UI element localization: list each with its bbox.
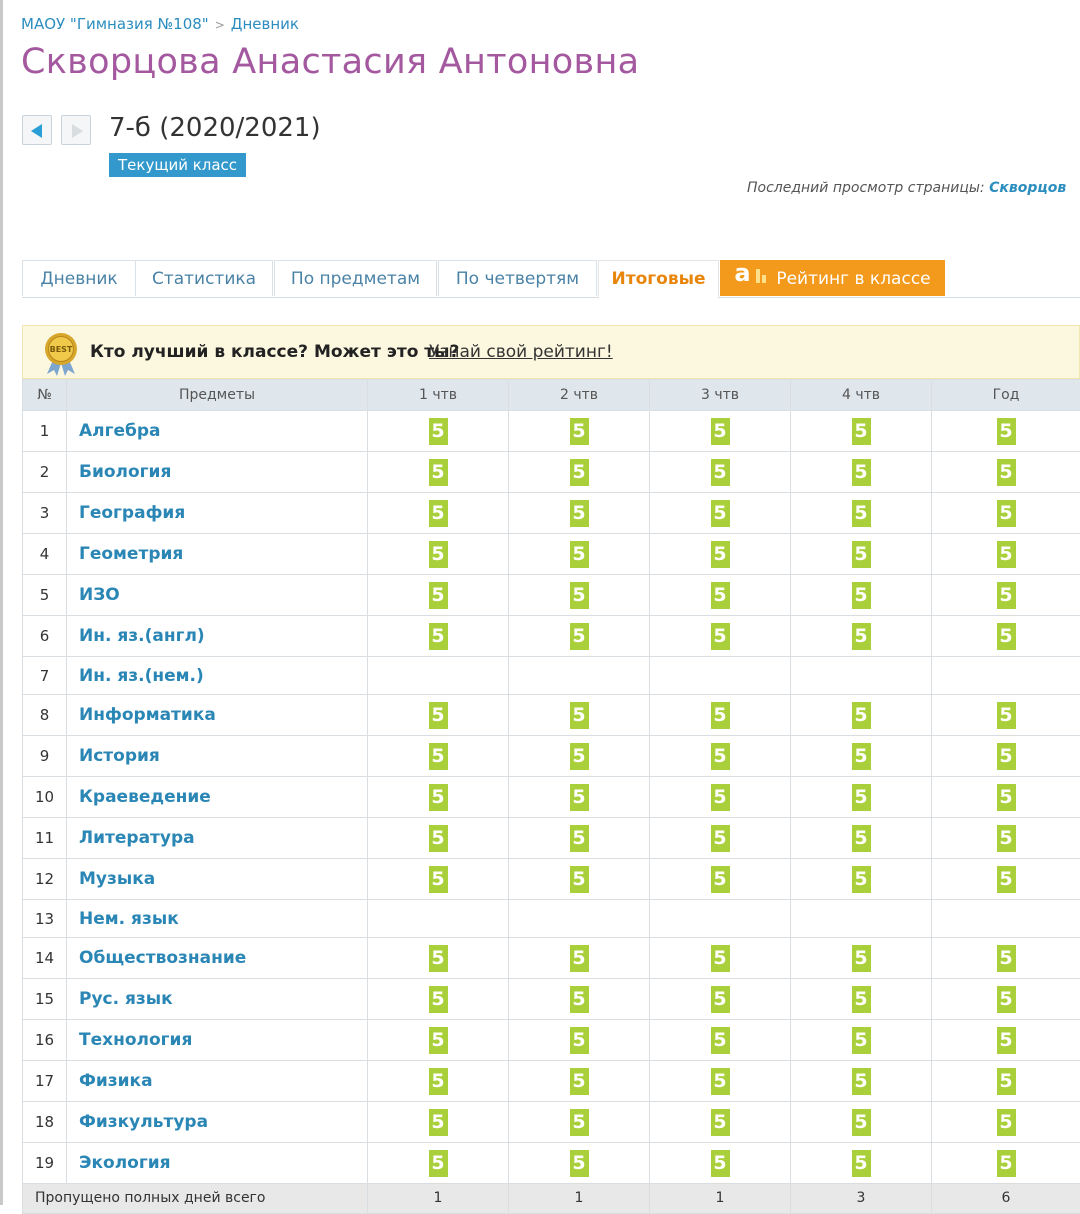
row-number: 6 [23,616,67,657]
grade-cell [368,938,509,979]
tab-by-subjects[interactable]: По предметам [274,260,437,296]
grade-cell [791,818,932,859]
grade-row [23,616,1080,657]
subject-link[interactable]: Алгебра [67,411,368,452]
grade-mark[interactable]: 5 [852,1109,871,1136]
grade-cell [509,1020,650,1061]
grade-mark[interactable]: 5 [429,825,448,852]
grade-cell [932,900,1080,938]
class-name: 7-б (2020/2021) [109,113,321,143]
row-number: 3 [23,493,67,534]
grade-mark[interactable]: 5 [997,1068,1016,1095]
breadcrumb-separator: > [215,18,225,32]
grade-cell [791,900,932,938]
grade-cell [791,859,932,900]
row-number: 18 [23,1102,67,1143]
left-border [0,0,3,1205]
grade-row [23,1143,1080,1184]
grade-cell [932,1143,1080,1184]
grade-mark[interactable]: 5 [852,945,871,972]
grade-cell [791,452,932,493]
grade-cell [932,777,1080,818]
grade-mark[interactable]: 5 [852,418,871,445]
grade-cell [650,859,791,900]
grade-mark[interactable]: 5 [570,825,589,852]
subject-link[interactable]: Физкультура [67,1102,368,1143]
last-view-label: Последний просмотр страницы: [747,180,985,196]
grade-mark[interactable]: 5 [570,945,589,972]
grade-cell [650,818,791,859]
grade-mark[interactable]: 5 [711,459,730,486]
grade-mark[interactable]: 5 [429,702,448,729]
subject-link[interactable]: Информатика [67,695,368,736]
row-number: 14 [23,938,67,979]
grade-mark[interactable]: 5 [570,784,589,811]
grade-mark[interactable]: 5 [852,784,871,811]
grade-cell [791,1020,932,1061]
header-quarter-4: 4 чтв [791,380,932,411]
header-number: № [23,380,67,411]
grade-mark[interactable]: 5 [711,1109,730,1136]
grade-cell [791,493,932,534]
grade-mark[interactable]: 5 [429,418,448,445]
grade-mark[interactable]: 5 [429,1150,448,1177]
grade-row [23,938,1080,979]
grade-cell [650,452,791,493]
subject-link[interactable]: Геометрия [67,534,368,575]
grade-row [23,657,1080,695]
grade-mark[interactable]: 5 [429,945,448,972]
grade-mark[interactable]: 5 [997,825,1016,852]
grade-cell [791,777,932,818]
breadcrumb [21,15,299,33]
grade-cell [650,657,791,695]
subject-link[interactable]: Ин. яз.(англ) [67,616,368,657]
grade-mark[interactable]: 5 [997,1027,1016,1054]
grade-mark[interactable]: 5 [997,743,1016,770]
svg-text:BEST: BEST [50,345,73,354]
grade-cell [368,534,509,575]
grade-row [23,695,1080,736]
grade-mark[interactable]: 5 [711,702,730,729]
grade-cell [791,657,932,695]
grade-cell [509,938,650,979]
grade-cell [791,938,932,979]
grade-row [23,1061,1080,1102]
grade-mark[interactable]: 5 [429,866,448,893]
row-number: 16 [23,1020,67,1061]
grade-cell [932,859,1080,900]
grade-cell [650,493,791,534]
grade-mark[interactable]: 5 [852,582,871,609]
subject-link[interactable]: Ин. яз.(нем.) [67,657,368,695]
grade-mark[interactable]: 5 [852,743,871,770]
grade-cell [368,1061,509,1102]
header-year: Год [932,380,1080,411]
student-name: Скворцова Анастасия Антоновна [21,42,639,82]
row-number: 9 [23,736,67,777]
grade-mark[interactable]: 5 [711,743,730,770]
grade-row [23,411,1080,452]
grade-row [23,777,1080,818]
grade-row [23,979,1080,1020]
grade-mark[interactable]: 5 [570,986,589,1013]
tab-final-grades[interactable]: Итоговые [598,260,719,298]
grade-cell [791,979,932,1020]
tab-by-quarters[interactable]: По четвертям [438,260,597,296]
grade-mark[interactable]: 5 [997,1150,1016,1177]
subject-link[interactable]: Экология [67,1143,368,1184]
missed-days-value: 1 [509,1184,650,1214]
grade-cell [650,1020,791,1061]
subject-link[interactable]: Технология [67,1020,368,1061]
subject-link[interactable]: География [67,493,368,534]
promo-rating-link[interactable]: Узнай свой рейтинг! [429,342,613,362]
missed-days-value: 1 [368,1184,509,1214]
grade-mark[interactable]: 5 [852,500,871,527]
grade-mark[interactable]: 5 [711,1027,730,1054]
grade-cell [509,534,650,575]
subject-link[interactable]: Краеведение [67,777,368,818]
grade-mark[interactable]: 5 [997,1109,1016,1136]
grade-cell [650,900,791,938]
grade-cell [509,1061,650,1102]
grade-cell [368,818,509,859]
grade-cell [368,736,509,777]
subject-link[interactable]: ИЗО [67,575,368,616]
header-quarter-1: 1 чтв [368,380,509,411]
grade-cell [368,1020,509,1061]
grade-row [23,900,1080,938]
tab-bar [22,260,1080,298]
grade-mark[interactable]: 5 [711,418,730,445]
grade-cell [791,736,932,777]
grade-mark[interactable]: 5 [429,1027,448,1054]
grade-cell [650,979,791,1020]
row-number: 13 [23,900,67,938]
missed-days-label: Пропущено полных дней всего [23,1184,368,1214]
subject-link[interactable]: Музыка [67,859,368,900]
grade-mark[interactable]: 5 [997,784,1016,811]
grade-cell [932,493,1080,534]
header-subjects: Предметы [67,380,368,411]
grade-row [23,1020,1080,1061]
subject-link[interactable]: Физика [67,1061,368,1102]
grade-row [23,1102,1080,1143]
grade-mark[interactable]: 5 [997,582,1016,609]
grade-mark[interactable]: 5 [570,743,589,770]
grade-row [23,818,1080,859]
grade-mark[interactable]: 5 [570,1068,589,1095]
grade-mark[interactable]: 5 [997,418,1016,445]
grade-cell [650,938,791,979]
grade-cell [791,1102,932,1143]
best-medal-icon [41,332,81,376]
grade-cell [791,1061,932,1102]
grade-cell [791,575,932,616]
breadcrumb-diary-link[interactable]: Дневник [231,15,299,33]
grade-cell [368,575,509,616]
row-number: 8 [23,695,67,736]
table-header-row [23,380,1080,411]
grade-cell [509,1102,650,1143]
grade-cell [509,493,650,534]
grade-mark[interactable]: 5 [429,1068,448,1095]
grade-mark[interactable]: 5 [711,1068,730,1095]
grade-cell [932,818,1080,859]
grade-cell [932,616,1080,657]
grade-cell [650,1143,791,1184]
final-grades-table [22,379,1080,1214]
row-number: 10 [23,777,67,818]
grade-mark[interactable]: 5 [570,702,589,729]
grade-mark[interactable]: 5 [429,1109,448,1136]
grade-cell [368,493,509,534]
grade-mark[interactable]: 5 [852,541,871,568]
grade-mark[interactable]: 5 [711,623,730,650]
grade-cell [791,616,932,657]
grade-cell [932,452,1080,493]
tab-statistics[interactable]: Статистика [135,260,273,296]
breadcrumb-school-link[interactable]: МАОУ "Гимназия №108" [21,15,209,33]
grade-row [23,534,1080,575]
grade-cell [509,411,650,452]
subject-link[interactable]: История [67,736,368,777]
last-view-user-link[interactable]: Скворцов [989,180,1066,196]
next-class-button[interactable] [61,115,91,145]
grade-cell [368,979,509,1020]
grade-mark[interactable]: 5 [570,623,589,650]
grade-cell [509,818,650,859]
promo-text: Кто лучший в классе? Может это ты? [90,342,459,362]
grade-cell [368,1143,509,1184]
rating-promo-banner [22,325,1080,379]
subject-link[interactable]: Литература [67,818,368,859]
tab-class-rating[interactable] [720,260,945,296]
grade-cell [368,695,509,736]
row-number: 1 [23,411,67,452]
previous-class-button[interactable] [22,115,52,145]
grade-mark[interactable]: 5 [429,500,448,527]
grade-mark[interactable]: 5 [852,459,871,486]
header-quarter-3: 3 чтв [650,380,791,411]
last-view-info [747,180,1066,196]
current-class-badge: Текущий класс [109,153,246,177]
row-number: 11 [23,818,67,859]
grade-cell [509,979,650,1020]
grade-cell [368,452,509,493]
row-number: 19 [23,1143,67,1184]
grade-cell [650,534,791,575]
grade-cell [932,736,1080,777]
grade-mark[interactable]: 5 [711,866,730,893]
grade-cell [791,1143,932,1184]
grade-cell [509,575,650,616]
grade-mark[interactable]: 5 [711,986,730,1013]
rating-logo-icon: a [734,263,768,285]
grade-cell [650,575,791,616]
grade-cell [509,736,650,777]
grade-mark[interactable]: 5 [711,825,730,852]
grade-mark[interactable]: 5 [570,459,589,486]
arrow-right-icon [72,124,83,138]
grade-mark[interactable]: 5 [852,1068,871,1095]
grade-mark[interactable]: 5 [997,623,1016,650]
grade-mark[interactable]: 5 [429,541,448,568]
grade-cell [932,575,1080,616]
grade-cell [650,1102,791,1143]
grade-cell [368,616,509,657]
grade-mark[interactable]: 5 [570,1109,589,1136]
grade-cell [368,657,509,695]
subject-link[interactable]: Нем. язык [67,900,368,938]
grade-mark[interactable]: 5 [852,1027,871,1054]
row-number: 5 [23,575,67,616]
grade-mark[interactable]: 5 [852,866,871,893]
grade-mark[interactable]: 5 [852,702,871,729]
row-number: 12 [23,859,67,900]
grade-cell [791,695,932,736]
grade-cell [932,979,1080,1020]
grade-row [23,575,1080,616]
grade-mark[interactable]: 5 [852,1150,871,1177]
grade-mark[interactable]: 5 [429,623,448,650]
grade-cell [509,657,650,695]
grade-cell [650,1061,791,1102]
grade-cell [932,1102,1080,1143]
grade-row [23,736,1080,777]
row-number: 15 [23,979,67,1020]
grade-mark[interactable]: 5 [429,986,448,1013]
grade-cell [791,411,932,452]
grade-cell [650,695,791,736]
row-number: 7 [23,657,67,695]
grade-mark[interactable]: 5 [997,866,1016,893]
grade-row [23,493,1080,534]
grade-mark[interactable]: 5 [711,1150,730,1177]
grade-row [23,859,1080,900]
subject-link[interactable]: Рус. язык [67,979,368,1020]
grade-mark[interactable]: 5 [711,500,730,527]
grade-mark[interactable]: 5 [570,1027,589,1054]
grade-mark[interactable]: 5 [997,541,1016,568]
grade-mark[interactable]: 5 [711,945,730,972]
grade-row [23,452,1080,493]
grade-cell [509,900,650,938]
grade-mark[interactable]: 5 [997,702,1016,729]
grade-mark[interactable]: 5 [852,825,871,852]
grade-cell [932,1020,1080,1061]
grade-cell [791,534,932,575]
row-number: 4 [23,534,67,575]
grade-cell [368,777,509,818]
grade-mark[interactable]: 5 [429,582,448,609]
grade-cell [650,736,791,777]
tab-class-rating-label: Рейтинг в классе [776,269,930,289]
missed-days-row [23,1184,1080,1214]
grade-cell [509,1143,650,1184]
grade-mark[interactable]: 5 [852,986,871,1013]
arrow-left-icon [31,124,42,138]
grade-mark[interactable]: 5 [997,500,1016,527]
missed-days-value: 3 [791,1184,932,1214]
grade-mark[interactable]: 5 [711,541,730,568]
grade-cell [509,695,650,736]
missed-days-value: 1 [650,1184,791,1214]
grade-mark[interactable]: 5 [997,986,1016,1013]
grade-cell [932,411,1080,452]
subject-link[interactable]: Биология [67,452,368,493]
grade-cell [650,616,791,657]
grade-mark[interactable]: 5 [429,784,448,811]
grade-cell [368,859,509,900]
grade-mark[interactable]: 5 [570,541,589,568]
grade-cell [368,411,509,452]
grade-mark[interactable]: 5 [997,945,1016,972]
grade-cell [509,859,650,900]
grade-mark[interactable]: 5 [711,784,730,811]
grade-mark[interactable]: 5 [429,459,448,486]
grade-cell [368,1102,509,1143]
grade-mark[interactable]: 5 [570,866,589,893]
missed-days-value: 6 [932,1184,1080,1214]
row-number: 17 [23,1061,67,1102]
grade-cell [932,657,1080,695]
grade-mark[interactable]: 5 [570,500,589,527]
grade-cell [932,695,1080,736]
grade-cell [509,452,650,493]
subject-link[interactable]: Обществознание [67,938,368,979]
tab-diary[interactable]: Дневник [22,260,136,296]
grade-cell [932,534,1080,575]
grade-mark[interactable]: 5 [852,623,871,650]
grade-cell [932,1061,1080,1102]
grade-cell [650,777,791,818]
grade-cell [650,411,791,452]
row-number: 2 [23,452,67,493]
grade-cell [509,616,650,657]
grade-mark[interactable]: 5 [997,459,1016,486]
grade-mark[interactable]: 5 [570,1150,589,1177]
grade-mark[interactable]: 5 [711,582,730,609]
header-quarter-2: 2 чтв [509,380,650,411]
grade-cell [509,777,650,818]
grade-cell [932,938,1080,979]
grade-mark[interactable]: 5 [429,743,448,770]
grade-cell [368,900,509,938]
grade-mark[interactable]: 5 [570,418,589,445]
grade-mark[interactable]: 5 [570,582,589,609]
